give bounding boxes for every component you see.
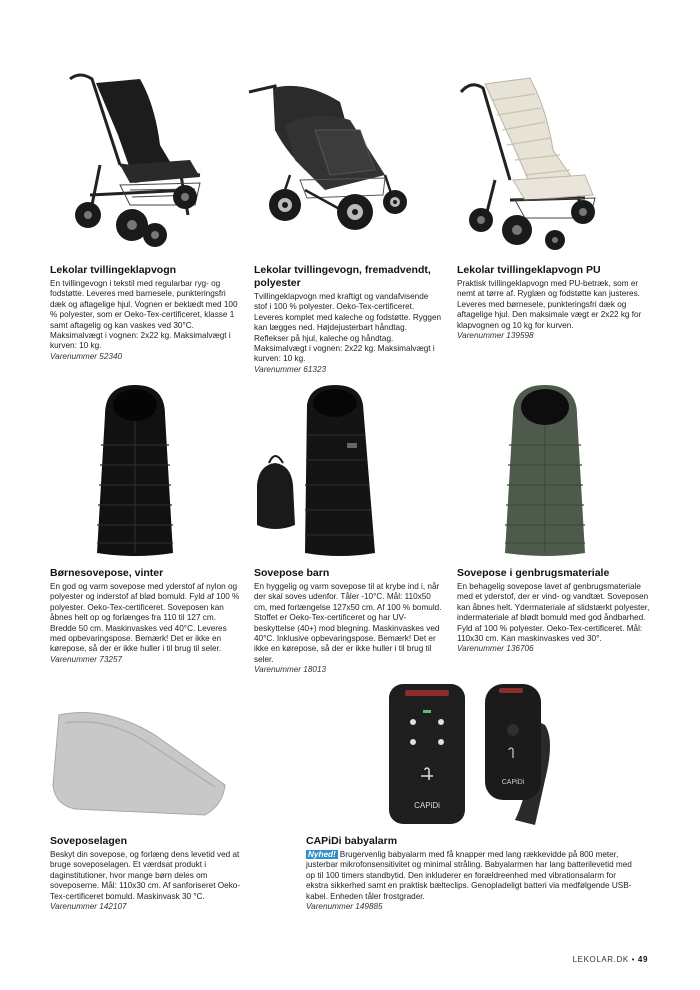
footer-site: LEKOLAR.DK [572,955,629,964]
product-card [306,835,636,912]
monitor-brand-2: CAPiDi [501,779,525,786]
green-sleeping-bag-image [485,385,605,560]
product-description: En god og varm sovepose med yderstof af nylon og polyester og inderstof af blød bomuld. Fyld af 100 % polyester. Oeko-Tex-certificeret. Soveposen kan åbnes helt op og forlænges fra 110 til 127 cm. Bredde 50 cm. Maskinvaskes ved 40°C. Leveres med opbevaringspose. Bemærk! Det er ikke en kørepose, så der er ikke huller i til brug til seler. [50,582,240,654]
product-description: Beskyt din sovepose, og forlæng dens levetid ved at bruge soveposelagen. Et værdsat produkt i daginstitutioner, hvor mange børn deles om soveposerne. Mål: 110x30 cm. Af sanforiseret Oeko-Tex-certificeret bomuld. Maskinvask 30 °C. [50,850,241,901]
product-description-wrap [306,850,636,902]
product-card [50,835,250,912]
product-title: Lekolar tvillingevogn, fremadvendt, polyester [254,264,431,289]
stroller-image [60,65,220,250]
product-description: Praktisk tvillingeklapvogn med PU-betræk, som er nemt at tørre af. Ryglæn og fodstøtte kan justeres. Leveres med børnesele, punkteringsfri dæk og aftagelige hjul. Den maksimale vægt er 2x22 kg for klapvognen og 10 kg for kurven. [457,279,642,330]
sleeping-bag-sheet-image [45,705,235,820]
product-description: En behagelig sovepose lavet af genbrugsmateriale med et yderstof, der er vind- og vandtæt. Soveposen kan åbnes helt. Ydermateriale af slidstærkt polyester, indermateriale af blødt bomuld med god åndbarhed. Fyld af 100 % polyester. Oeko-Tex-certificeret. Mål: 110x30 cm. Kan maskinvaskes ved 30°. [457,582,650,644]
product-title: Sovepose i genbrugsmateriale [457,567,610,579]
page-number: 49 [637,955,648,964]
product-sku: Varenummer 136706 [457,644,534,654]
product-title: Børnesovepose, vinter [50,567,164,579]
stroller-pu-image [455,70,615,250]
new-badge: Nyhed! [308,850,336,859]
product-card [50,567,240,665]
product-description: Tvillingeklapvogn med kraftigt og vandafvisende stof i 100 % polyester. Oeko-Tex-certificeret. Leveres komplet med kaleche og fodstøtte. Ryggen kan lægges ned. Højdejusterbart håndtag. Reflekser på hjul, kaleche og håndtag. Maksimalvægt i vognen: 2x22 kg. Maksimalvægt i kurven: 10 kg. [254,292,442,364]
winter-sleeping-bag-image [75,385,195,560]
product-sku: Varenummer 139598 [457,331,534,341]
product-sku: Varenummer 149885 [306,902,383,912]
product-title: CAPiDi babyalarm [306,835,398,847]
product-sku: Varenummer 61323 [254,364,327,374]
product-sku: Varenummer 18013 [254,665,327,675]
product-title: Soveposelagen [50,835,128,847]
sleeping-bag-barn-image [255,385,395,560]
twin-pram-image [245,80,415,230]
product-card [457,264,657,341]
product-sku: Varenummer 52340 [50,351,123,361]
product-title: Lekolar tvillingeklapvogn [50,264,177,276]
product-description: Brugervenlig babyalarm med få knapper med lang rækkevidde på 800 meter, justerbar mikrofonsensitivitet og minimal stråling. Babyalarmen har lang batterilevetid med op til 100 timers standbytid. Den inkluderer en forældreenhed med vibrationsalarm for ekstra sikkerhed samt en praktisk bælteclips. Genopladeligt batteri via medfølgende USB-kabel. Enheden tåler frostgrader. [306,850,632,901]
product-card [254,264,442,375]
product-sku: Varenummer 142107 [50,902,127,912]
product-card [254,567,442,676]
footer-separator: • [631,955,636,964]
product-title: Sovepose barn [254,567,330,579]
product-sku: Varenummer 73257 [50,654,123,664]
product-description: En hyggelig og varm sovepose til at krybe ind i, når der skal soves udenfor. Tåler -10°C. Mål: 110x50 cm, med forlængelse 127x50 cm. Af 100 % bomuld. Stoffet er Oeko-Tex-certificeret og har UV-beskyttelse (40+) mod blegning. Maskinvaskes ved 40°C. Inklusive opbevaringspose. Bemærk! Det er ikke en kørepose, så der er ikke huller i til brug til seler. [254,582,442,664]
product-description: En tvillingevogn i tekstil med regularbar ryg- og fodstøtte. Leveres med barnesele, punkteringsfri dæk og aftagelige hjul. Vognen er beklædt med 100 % polyester, som er Oeko-Tex-certificeret, klasse 1 samt aftagelig og kan vaskes ved 30°C. Maksimalvægt i vognen: 2x22 kg. Maksimalvægt i kurven: 10 kg. [50,279,238,351]
product-title: Lekolar tvillingeklapvogn PU [457,264,601,276]
baby-monitor-image [385,680,565,830]
product-card [457,567,657,655]
page-footer [573,955,648,964]
product-card [50,264,240,362]
monitor-brand: CAPiDi [414,801,440,810]
